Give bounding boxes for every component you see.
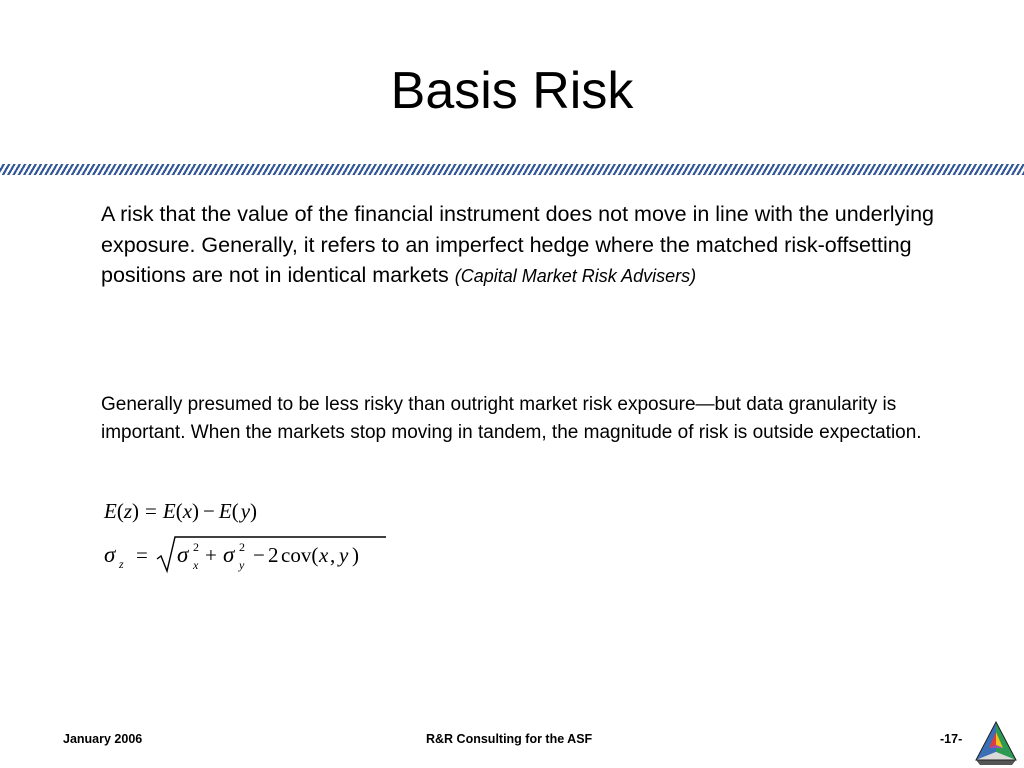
svg-text:y: y xyxy=(239,558,245,572)
expected-value-equation xyxy=(104,496,314,526)
svg-text:−: − xyxy=(253,543,265,567)
svg-text:σ: σ xyxy=(104,542,116,567)
svg-text:z: z xyxy=(119,557,124,571)
definition-citation: (Capital Market Risk Advisers) xyxy=(454,266,697,286)
svg-text:σ: σ xyxy=(223,542,235,567)
definition-paragraph xyxy=(101,199,939,292)
standard-deviation-equation xyxy=(104,533,394,577)
footer-page-number: -17- xyxy=(940,732,963,746)
svg-text:): ) xyxy=(352,543,359,567)
slide-title: Basis Risk xyxy=(390,62,634,120)
pyramid-logo-icon xyxy=(972,718,1020,766)
title-divider xyxy=(0,164,1024,175)
svg-text:x: x xyxy=(319,543,329,567)
svg-text:σ: σ xyxy=(177,542,189,567)
footer-organization: R&R Consulting for the ASF xyxy=(426,732,593,746)
definition-text: A risk that the value of the financial instrument does not move in line with the underlying exposure. Generally, it refers to an imperfect hedge where the matched risk-offsetting positions are not in identical markets xyxy=(101,202,934,287)
footer-date: January 2006 xyxy=(63,732,143,746)
svg-text:+: + xyxy=(205,543,217,567)
svg-text:2: 2 xyxy=(268,543,279,567)
svg-text:,: , xyxy=(330,543,336,567)
svg-text:2: 2 xyxy=(239,540,245,554)
svg-text:E(z)=E(x)−E(y): E(z) = E(x) − E(y) xyxy=(104,499,258,523)
svg-text:2: 2 xyxy=(193,540,199,554)
svg-text:x: x xyxy=(193,558,199,572)
explanation-paragraph: Generally presumed to be less risky than outright market risk exposure—but data granularity is important. When the markets stop moving in tandem, the magnitude of risk is outside expectation. xyxy=(101,394,922,443)
svg-text:y: y xyxy=(339,543,349,567)
svg-text:=: = xyxy=(136,543,148,567)
svg-text:cov(: cov( xyxy=(281,543,319,567)
